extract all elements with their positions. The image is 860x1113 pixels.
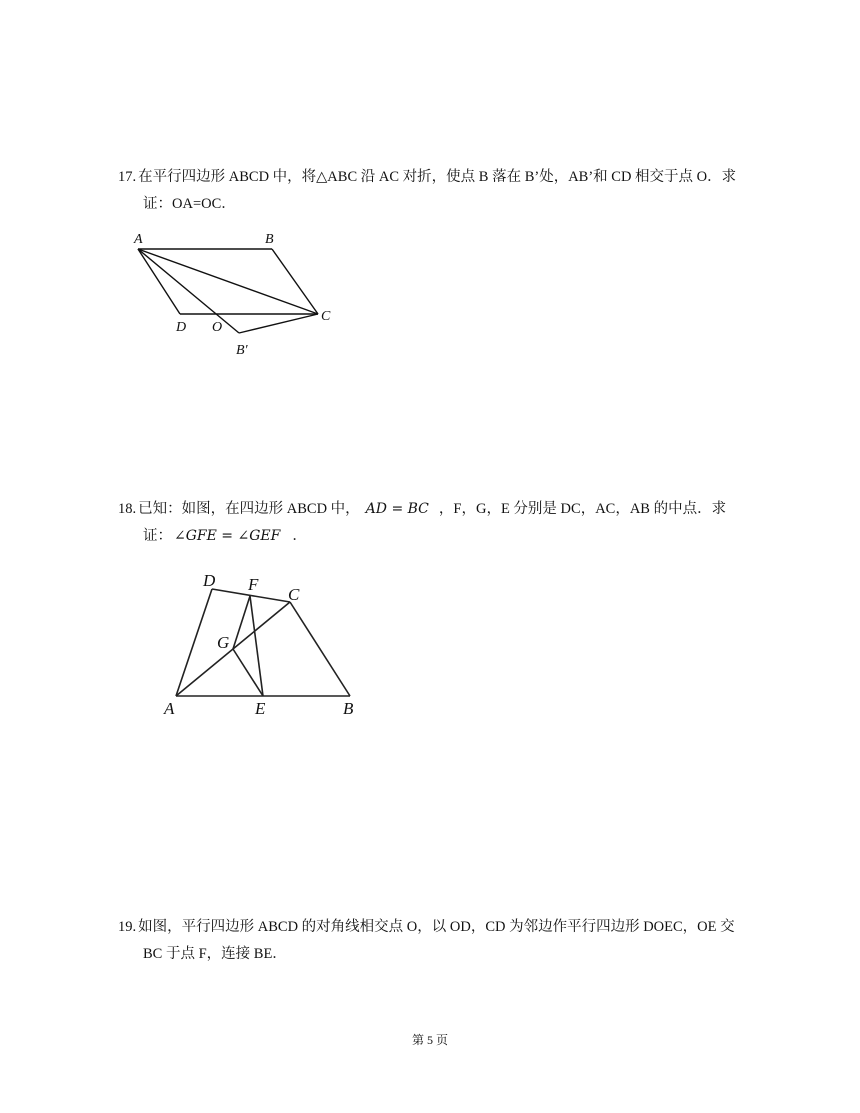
problem-number: 18. bbox=[118, 501, 137, 517]
label-o: O bbox=[212, 320, 223, 335]
segment-ad bbox=[176, 589, 212, 696]
label-b: B bbox=[343, 699, 354, 718]
label-a: A bbox=[134, 232, 143, 247]
problem-text-line1-pre: 已知：如图，在四边形 ABCD 中， bbox=[138, 501, 360, 517]
problem-text-line1-post: ，F，G，E 分别是 DC，AC，AB 的中点．求 bbox=[438, 501, 727, 517]
label-a: A bbox=[164, 699, 175, 718]
label-f: F bbox=[248, 575, 259, 594]
label-g: G bbox=[217, 633, 230, 652]
label-c: C bbox=[321, 309, 331, 324]
page-number: 第 5 页 bbox=[411, 1033, 448, 1047]
problem-text-line2-pre: 证： bbox=[143, 528, 172, 544]
segment-cb bbox=[290, 602, 350, 696]
label-d: D bbox=[176, 320, 187, 335]
problem-19 bbox=[118, 914, 768, 968]
problem-text-line1: 在平行四边形 ABCD 中，将△ABC 沿 AC 对折，使点 B 落在 B’处，AB’和 CD 相交于点 O．求 bbox=[138, 169, 737, 185]
label-b-prime: B′ bbox=[236, 343, 248, 358]
problem-text-line1: 如图，平行四边形 ABCD 的对角线相交点 O，以 OD，CD 为邻边作平行四边形 DOEC，OE 交 bbox=[138, 919, 735, 935]
problem-number: 19. bbox=[118, 919, 137, 935]
math-angle-equality: ∠GFE = ∠GEF bbox=[174, 528, 281, 544]
segment-fe bbox=[250, 596, 263, 696]
math-ad-equals-bc: AD = BC bbox=[365, 501, 429, 517]
problem-text-line2-post: ． bbox=[292, 528, 307, 544]
label-e: E bbox=[255, 699, 266, 718]
problem-text-line2: 证：OA=OC． bbox=[143, 196, 236, 212]
label-b: B bbox=[265, 232, 274, 247]
problem-text-line2: BC 于点 F，连接 BE． bbox=[143, 946, 287, 962]
label-d: D bbox=[203, 571, 216, 590]
problem-number: 17. bbox=[118, 169, 137, 185]
label-c: C bbox=[288, 585, 300, 604]
